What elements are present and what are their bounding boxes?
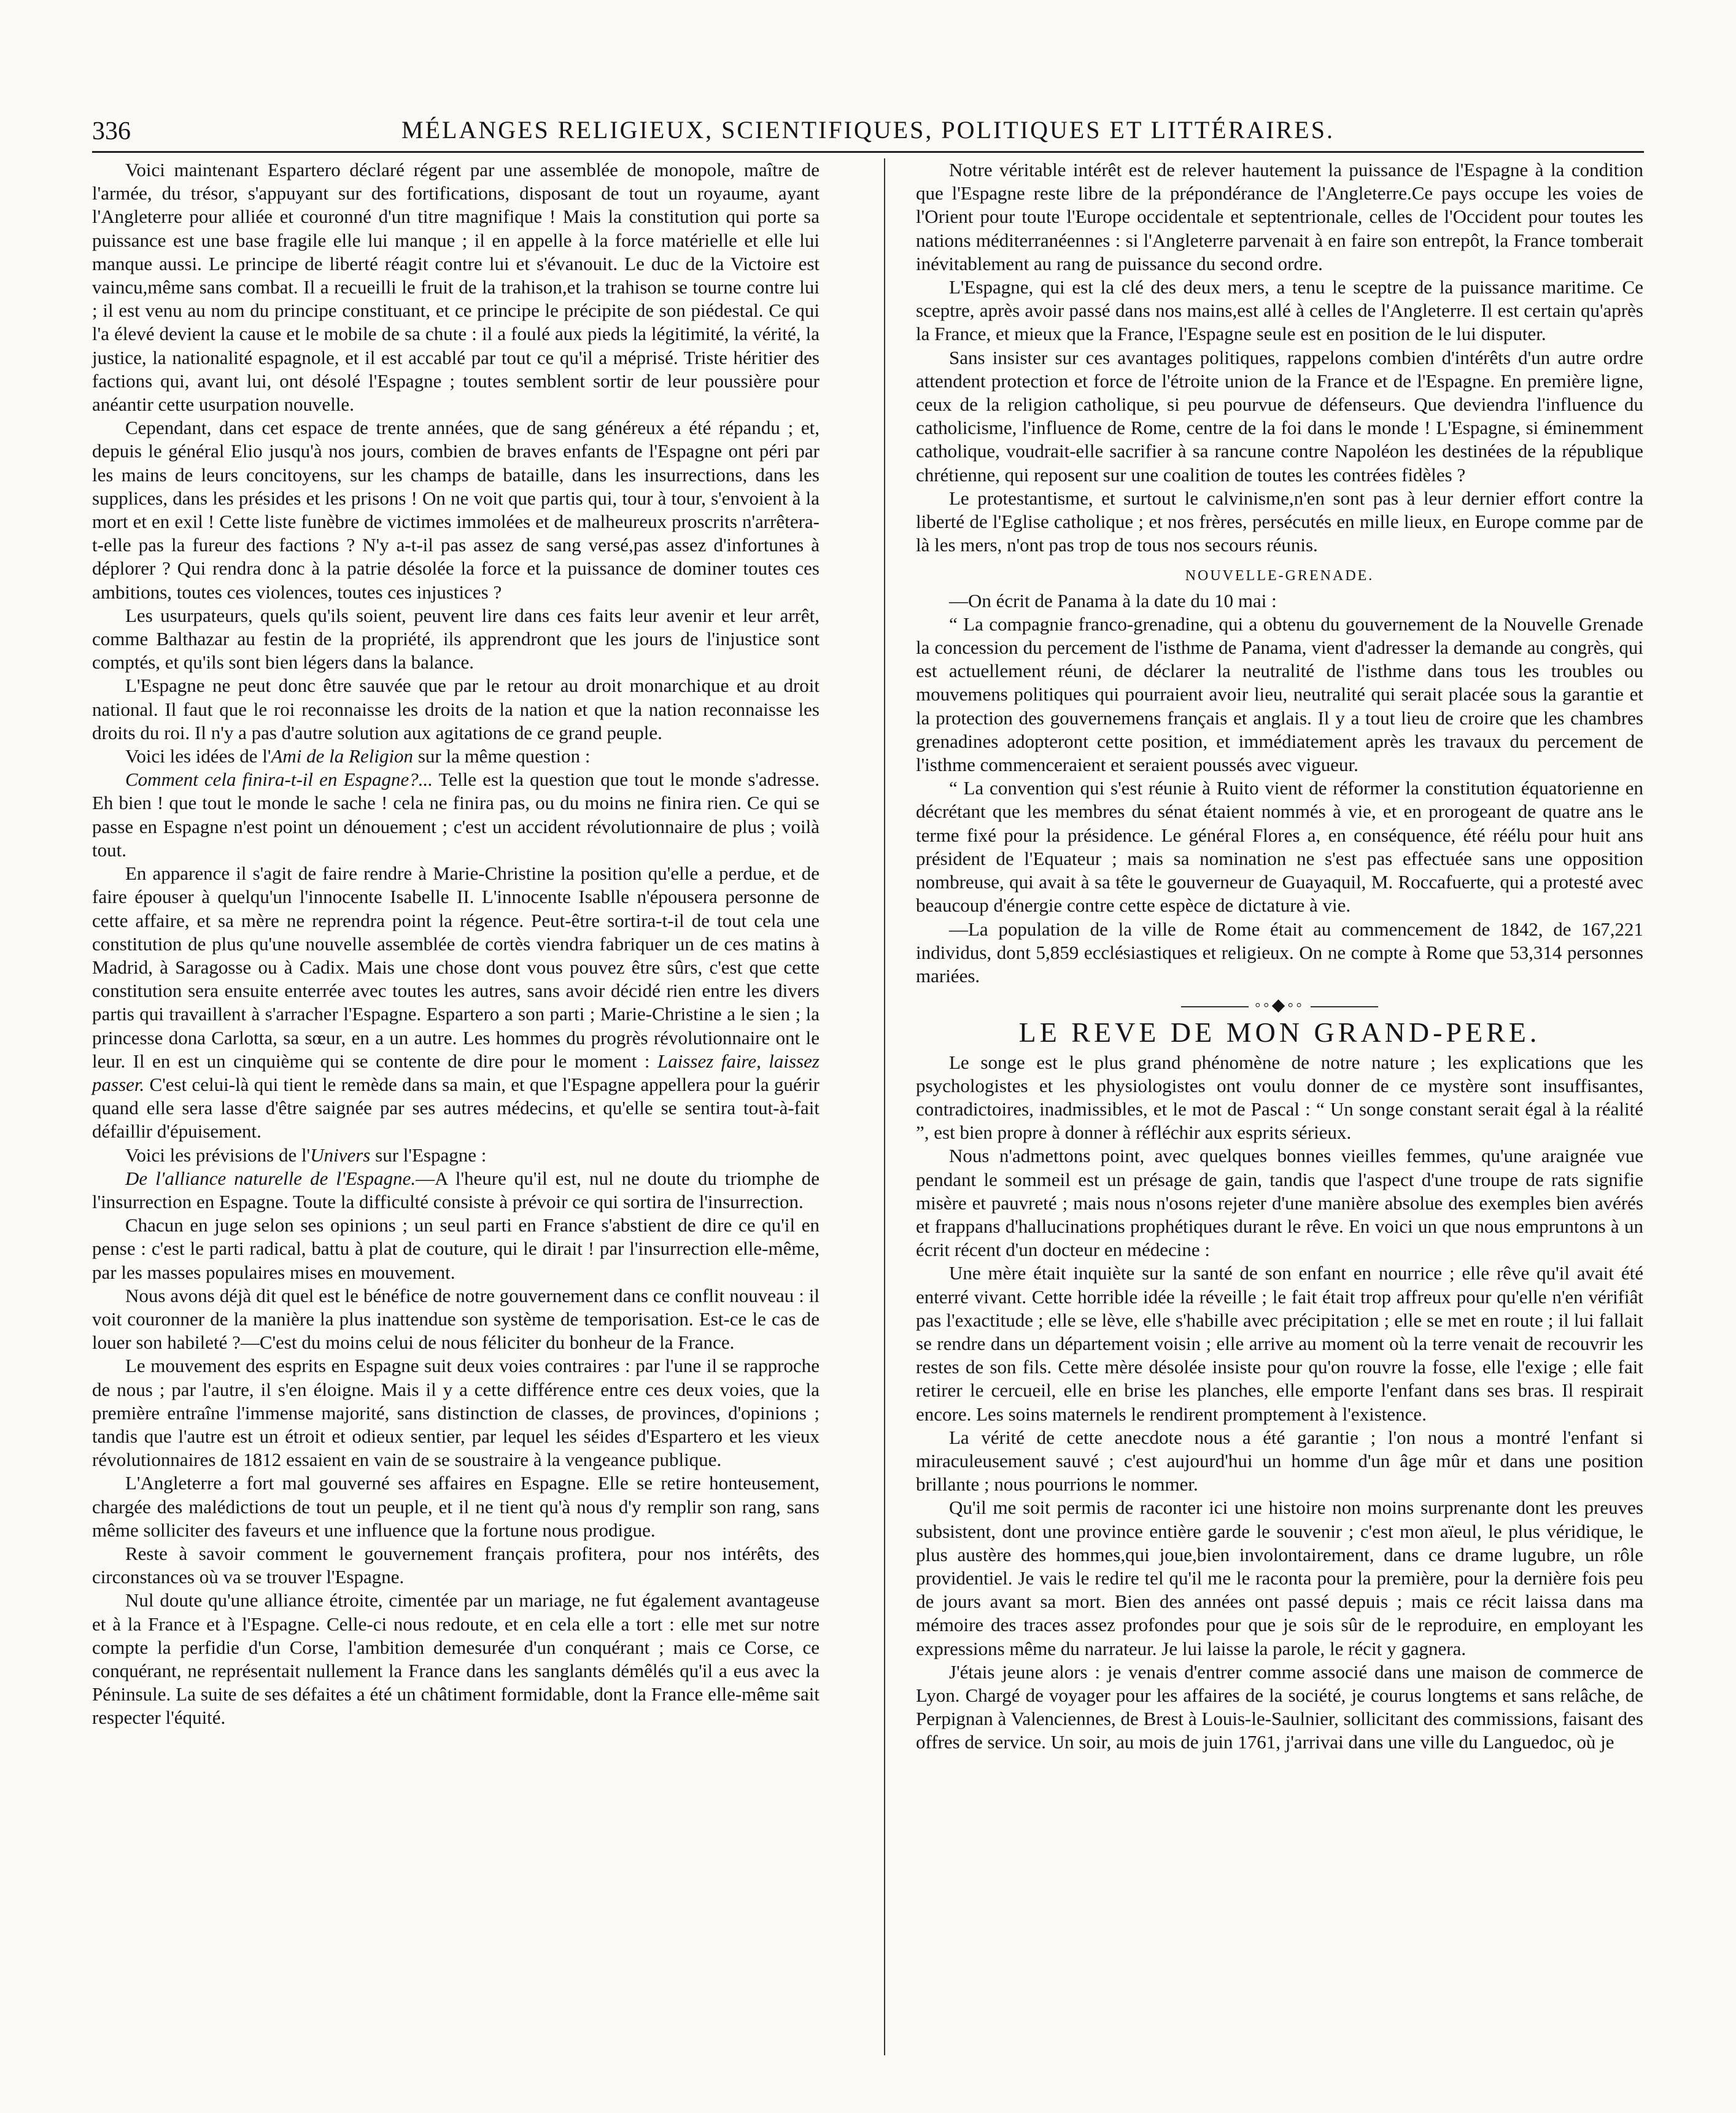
paragraph	[92, 745, 820, 768]
paragraph: Les usurpateurs, quels qu'ils soient, peuvent lire dans ces faits leur avenir et leur arrêt, comme Balthazar au festin de la propriété, ils apprendront que les jours de l'injustice sont comptés, et qu'ils sont bien légers dans la balance.	[92, 604, 820, 673]
paragraph: Nul doute qu'une alliance étroite, cimentée par un mariage, ne fut également avantageuse et à la France et à l'Espagne. Celle-ci nous redoute, et en cela elle a tort : elle met sur notre compte la perfidie d'un Corse, l'ambition demesurée d'un conquérant ; mais ce Corse, ce conquérant, ne représentait nullement la France dans les sanglants démêlés qu'il a eus avec la Péninsule. La suite de ses défaites a été un châtiment formidable, dont la France elle-même sait respecter l'équité.	[92, 1589, 820, 1729]
paragraph: “ La convention qui s'est réunie à Ruito vient de réformer la constitution équatorienne en décrétant que les membres du sénat étaient nommés à vie, et en prorogeant de quatre ans le terme fixé pour la présidence. Le général Flores a, en conséquence, été réélu pour huit ans président de l'Equateur ; mais sa nomination ne s'est pas effectuée sans une opposition nombreuse, qui avait à sa tête le gouverneur de Guayaquil, M. Roccafuerte, qui a protesté avec beaucoup d'énergie contre cette espèce de dictature à vie.	[916, 777, 1643, 917]
right-column	[916, 158, 1643, 1754]
quoted-title: De l'alliance naturelle de l'Espagne.	[125, 1167, 416, 1189]
paragraph: —On écrit de Panama à la date du 10 mai :	[949, 589, 1277, 611]
text-run: En apparence il s'agit de faire rendre à Marie-Christine la position qu'elle a perdue, et de faire épouser à quelqu'un l'innocente Isabelle II. L'innocente Isablle n'épousera personne de cette affaire, et sa mère ne reprendra point la régence. Peut-être sortira-t-il de tout cela une constitution de plus qu'une nouvelle assemblée de cortès viendra fabriquer un de ces matins à Madrid, à Saragosse ou à Cadix. Mais une chose dont vous pouvez être sûrs, c'est que cette constitution sera ensuite enterrée avec toutes les autres, sans avoir décidé rien entre les divers partis qui travaillent à s'arracher l'Espagne. Espartero a son parti ; Marie-Christine a le sien ; la princesse dona Carlotta, sa sœur, en a un autre. Les hommes du progrès révolutionnaire ont le leur. Il en est un cinquième qui se contente de dire pour le moment :	[92, 863, 820, 1072]
section-subhead: NOUVELLE-GRENADE.	[1185, 568, 1374, 584]
text-run: sur la même question :	[413, 745, 591, 767]
paragraph	[92, 1144, 820, 1167]
page-number: 336	[92, 117, 131, 145]
paragraph: L'Espagne, qui est la clé des deux mers, a tenu le sceptre de la puissance maritime. Ce sceptre, après avoir passé dans nos mains,est allé à celles de l'Angleterre. Il est certain qu'après la France, et mieux que la France, l'Espagne seule est en position de le lui disputer.	[916, 276, 1643, 345]
paragraph: Nous avons déjà dit quel est le bénéfice de notre gouvernement dans ce conflit nouveau : il voit couronner de la manière la plus inattendue son système de temporisation. Est-ce le cas de louer son habileté ?—C'est du moins celui de nous féliciter du bonheur de la France.	[92, 1284, 820, 1354]
ornamental-divider: ◦◦◆◦◦	[916, 994, 1643, 1017]
paragraph: Nous n'admettons point, avec quelques bonnes vieilles femmes, qu'une araignée vue pendant le sommeil est un présage de gain, tandis que l'aspect d'une troupe de rats signifie misère et pauvreté ; mais nous n'osons rejeter d'une manière absolue des exemples bien avérés et frappans d'hallucinations prophétiques durant le rêve. En voici un que nous empruntons à un écrit récent d'un docteur en médecine :	[916, 1145, 1643, 1261]
paragraph: L'Espagne ne peut donc être sauvée que par le retour au droit monarchique et au droit national. Il faut que le roi reconnaisse les droits de la nation et que la nation reconnaisse les droits du roi. Il n'y a pas d'autre solution aux agitations de ce grand peuple.	[92, 675, 820, 743]
paragraph: L'Angleterre a fort mal gouverné ses affaires en Espagne. Elle se retire honteusement, chargée des malédictions de tout un peuple, et il ne tient qu'à nous d'y remplir son rang, sans même solliciter des faveurs et une influence que la fortune nous prodigue.	[92, 1472, 820, 1541]
paragraph: Chacun en juge selon ses opinions ; un seul parti en France s'abstient de dire ce qu'il en pense : c'est le parti radical, battu à plat de couture, qui le dirait ! par l'insurrection elle-même, par les masses populaires mises en mouvement.	[92, 1214, 820, 1283]
text-run: Voici les idées de l'	[125, 745, 271, 767]
paragraph: Sans insister sur ces avantages politiques, rappelons combien d'intérêts d'un autre ordre attendent protection et force de l'étroite union de la France et de l'Espagne. En première ligne, ceux de la religion catholique, si peu pourvue de défenseurs. Que deviendra l'influence du catholicisme, l'influence de Rome, centre de la foi dans le monde ! L'Espagne, si éminemment catholique, voudrait-elle sacrifier à sa rancune contre Napoléon les destinées de la république chrétienne, qui reposent sur une coalition de toutes les contrées fidèles ?	[916, 346, 1643, 486]
paragraph: Notre véritable intérêt est de relever hautement la puissance de l'Espagne à la condition que l'Espagne reste libre de la prépondérance de l'Angleterre.Ce pays occupe les voies de l'Orient pour toute l'Europe occidentale et septentrionale, celles de l'Occident pour toutes les nations méditerranéennes : si l'Angleterre parvenait à en faire son entrepôt, la France tomberait inévitablement au rang de puissance du second ordre.	[916, 159, 1643, 274]
paragraph	[92, 1167, 820, 1214]
running-title: MÉLANGES RELIGIEUX, SCIENTIFIQUES, POLITIQUES ET LITTÉRAIRES.	[401, 116, 1335, 144]
text-run: Voici les prévisions de l'	[125, 1144, 311, 1166]
quoted-title: Comment cela finira-t-il en Espagne?...	[125, 769, 433, 791]
paragraph: Le mouvement des esprits en Espagne suit deux voies contraires : par l'une il se rapproche de nous ; par l'autre, il s'en éloigne. Mais il y a cette différence entre ces deux voies, que la première entraîne l'immense majorité, sans distinction de classes, de provinces, d'opinions ; tandis que l'autre est un étroit et odieux sentier, par lequel les séides d'Espartero et les vieux révolutionnaires de 1812 essaient en vain de se soustraire à la vengeance publique.	[92, 1355, 820, 1471]
quoted-phrase: Laissez faire, laissez passer.	[92, 1050, 820, 1095]
paragraph: —La population de la ville de Rome était au commencement de 1842, de 167,221 individus, dont 5,859 ecclésiastiques et religieux. On ne compte à Rome que 53,314 personnes mariées.	[916, 918, 1643, 987]
text-run: Telle est la question que tout le monde s'adresse. Eh bien ! que tout le monde le sache ! cela ne finira pas, ou du moins ne finira rien. Ce qui se passe en Espagne n'est point un dénouement ; c'est un accident révolutionnaire de plus ; voilà tout.	[92, 769, 820, 861]
paragraph: Qu'il me soit permis de raconter ici une histoire non moins surprenante dont les preuves subsistent, dont une province entière garde le souvenir ; c'est mon aïeul, le plus véridique, le plus austère des hommes,qui joue,bien involontairement, dans ce drame lugubre, un rôle providentiel. Je vais le redire tel qu'il me le raconta pour la première, pour la dernière fois peu de jours avant sa mort. Bien des années ont passé depuis ; mais ce récit laissa dans ma mémoire des traces assez profondes pour que je sois sûr de le reproduire, en employant les expressions même du narrateur. Je lui laisse la parole, le récit y gagnera.	[916, 1497, 1643, 1659]
paragraph	[92, 862, 820, 1143]
story-title: LE REVE DE MON GRAND-PERE.	[1018, 1017, 1541, 1049]
text-run: sur l'Espagne :	[370, 1144, 487, 1166]
left-column	[92, 158, 820, 1730]
publication-name: Univers	[310, 1144, 371, 1166]
page-header	[92, 115, 1644, 149]
header-rule	[92, 151, 1644, 153]
column-divider	[884, 158, 885, 2055]
paragraph: J'étais jeune alors : je venais d'entrer comme associé dans une maison de commerce de Lyon. Chargé de voyager pour les affaires de la société, je courus longtems et sans relâche, de Perpignan à Valenciennes, de Brest à Louis-le-Saulnier, sollicitant des commissions, faisant des offres de service. Un soir, au mois de juin 1761, j'arrivai dans une ville du Languedoc, où je	[916, 1661, 1643, 1753]
text-run: —A l'heure qu'il est, nul ne doute du triomphe de l'insurrection en Espagne. Toute la difficulté consiste à prévoir ce qui sortira de l'insurrection.	[92, 1167, 820, 1212]
paragraph	[92, 768, 820, 862]
paragraph: Cependant, dans cet espace de trente années, que de sang généreux a été répandu ; et, depuis le général Elio jusqu'à nos jours, combien de braves enfants de l'Espagne ont péri par les mains de leurs concitoyens, sur les champs de bataille, dans les insurrections, dans les supplices, dans les présides et les prisons ! On ne voit que partis qui, tour à tour, s'envoient à la mort et en exil ! Cette liste funèbre de victimes immolées et de malheureux proscrits n'arrêtera-t-elle pas la fureur des factions ? N'y a-t-il pas assez de sang versé,pas assez d'infortunes à déplorer ? Qui rendra donc à la patrie désolée la force et la puissance de dominer toutes ces ambitions, toutes ces violences, toutes ces injustices ?	[92, 417, 820, 603]
paragraph: Le protestantisme, et surtout le calvinisme,n'en sont pas à leur dernier effort contre la liberté de l'Eglise catholique ; et nos frères, persécutés en mille lieux, en Europe comme par de là les mers, n'ont pas trop de tous nos secours réunis.	[916, 487, 1643, 556]
paragraph: Le songe est le plus grand phénomène de notre nature ; les explications que les psychologistes et les physiologistes ont voulu donner de ce mystère sont insuffisantes, contradictoires, inadmissibles, et le mot de Pascal : “ Un songe constant serait égal à la réalité ”, est bien propre à donner à réfléchir aux esprits sérieux.	[916, 1051, 1643, 1144]
paragraph: Voici maintenant Espartero déclaré régent par une assemblée de monopole, maître de l'armée, du trésor, s'appuyant sur des fortifications, disposant de tout un royaume, ayant l'Angleterre pour alliée et couronné d'un titre magnifique ! Mais la constitution qui porte sa puissance est une base fragile elle lui manque ; il en appelle à la force matérielle et elle lui manque aussi. Le principe de liberté réagit contre lui et s'évanouit. Le duc de la Victoire est vaincu,même sans combat. Il a recueilli le fruit de la trahison,et la trahison se tourne contre lui ; il est venu au nom du principe constituant, et ce principe le précipite de son piédestal. Ce qui l'a élevé devient la cause et le mobile de sa chute : il a foulé aux pieds la légitimité, la vérité, la justice, la nationalité espagnole, et il est accablé par tout ce qu'il a méprisé. Triste héritier des factions qui, avant lui, ont désolé l'Espagne ; toutes semblent sortir de leur poussière pour anéantir cette usurpation nouvelle.	[92, 159, 820, 416]
paragraph: Reste à savoir comment le gouvernement français profitera, pour nos intérêts, des circonstances où va se trouver l'Espagne.	[92, 1542, 820, 1588]
text-run: C'est celui-là qui tient le remède dans sa main, et que l'Espagne appellera pour la guérir quand elle sera lasse d'être saignée par ses autres médecins, et qu'elle se sentira tout-à-fait défaillir d'épuisement.	[92, 1073, 820, 1142]
paragraph: Une mère était inquiète sur la santé de son enfant en nourrice ; elle rêve qu'il avait été enterré vivant. Cette horrible idée la réveille ; le fait était trop affreux pour qu'elle n'en vérifiât pas l'exactitude ; elle se lève, elle s'habille avec précipitation ; elle se met en route ; il lui fallait se rendre dans un département voisin ; elle arrive au moment où la terre venait de recouvrir les restes de son fils. Cette mère désolée insiste pour qu'on rouvre la fosse, elle l'exige ; elle fait retirer le cercueil, elle en brise les planches, elle emporte l'enfant dans ses bras. Il respirait encore. Les soins maternels le rendirent promptement à l'existence.	[916, 1262, 1643, 1425]
paragraph: “ La compagnie franco-grenadine, qui a obtenu du gouvernement de la Nouvelle Grenade la concession du percement de l'isthme de Panama, vient d'adresser la demande au congrès, qui est actuellement réuni, de déclarer la neutralité de l'isthme dans tous les troubles ou mouvemens politiques qui pourraient avoir lieu, neutralité qui serait placée sous la garantie et la protection des gouvernemens français et anglais. Il y a tout lieu de croire que les chambres grenadines adopteront cette position, et immédiatement après les travaux du percement de l'isthme commenceraient et seraient poussés avec vigueur.	[916, 613, 1643, 776]
publication-name: Ami de la Religion	[271, 745, 414, 767]
paragraph: La vérité de cette anecdote nous a été garantie ; l'on nous a montré l'enfant si miraculeusement sauvé ; c'est aujourd'hui un homme d'un âge mûr et dans une position brillante ; nous pourrions le nommer.	[916, 1426, 1643, 1495]
